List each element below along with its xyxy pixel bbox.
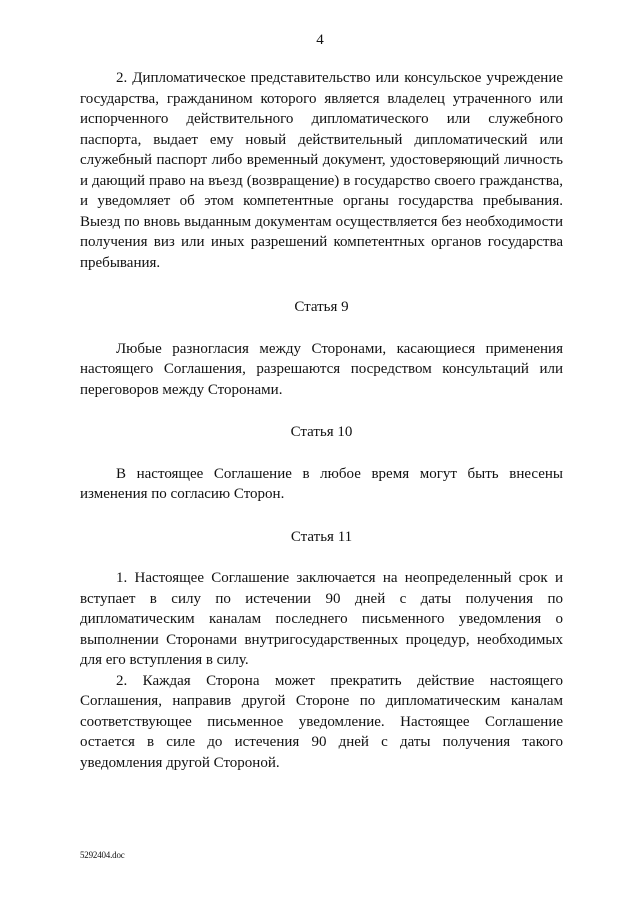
- footer-filename: 5292404.doc: [80, 850, 125, 860]
- article-11-paragraph-2: 2. Каждая Сторона может прекратить действие настоящего Соглашения, направив другой Стороне по дипломатическим каналам соответствующее письменное уведомление. Настоящее Соглашение остается в силе до истечения 90 дней с даты получения такого уведомления другой Стороной.: [80, 672, 563, 771]
- article-10-paragraph-1: В настоящее Соглашение в любое время могут быть внесены изменения по согласию Сторон.: [80, 465, 563, 502]
- document-body: [80, 68, 563, 773]
- article-11-paragraph-1: 1. Настоящее Соглашение заключается на неопределенный срок и вступает в силу по истечении 90 дней с даты получения по дипломатическим каналам последнего письменного уведомления о выполнении Сторонами внутригосударственных процедур, необходимых для его вступления в силу.: [80, 570, 563, 668]
- article-9-heading: Статья 9: [294, 299, 349, 315]
- article-9-paragraph-1: Любые разногласия между Сторонами, касающиеся применения настоящего Соглашения, разрешаются посредством консультаций или переговоров между Сторонами.: [80, 340, 563, 398]
- page-number: 4: [316, 32, 324, 48]
- article-8-paragraph-2: 2. Дипломатическое представительство или консульское учреждение государства, гражданином которого является владелец утраченного или испорченного действительного дипломатического или служебного паспорта, выдает ему новый действительный дипломатический или служебный паспорт либо временный документ, удостоверяющий личность и дающий право на въезд (возвращение) в государство своего гражданства, и уведомляет об этом компетентные органы государства пребывания. Выезд по вновь выданным документам осуществляется без необходимости получения виз или иных разрешений компетентных органов государства пребывания.: [80, 70, 563, 271]
- article-11-heading: Статья 11: [290, 528, 353, 545]
- article-10-heading: Статья 10: [290, 424, 353, 440]
